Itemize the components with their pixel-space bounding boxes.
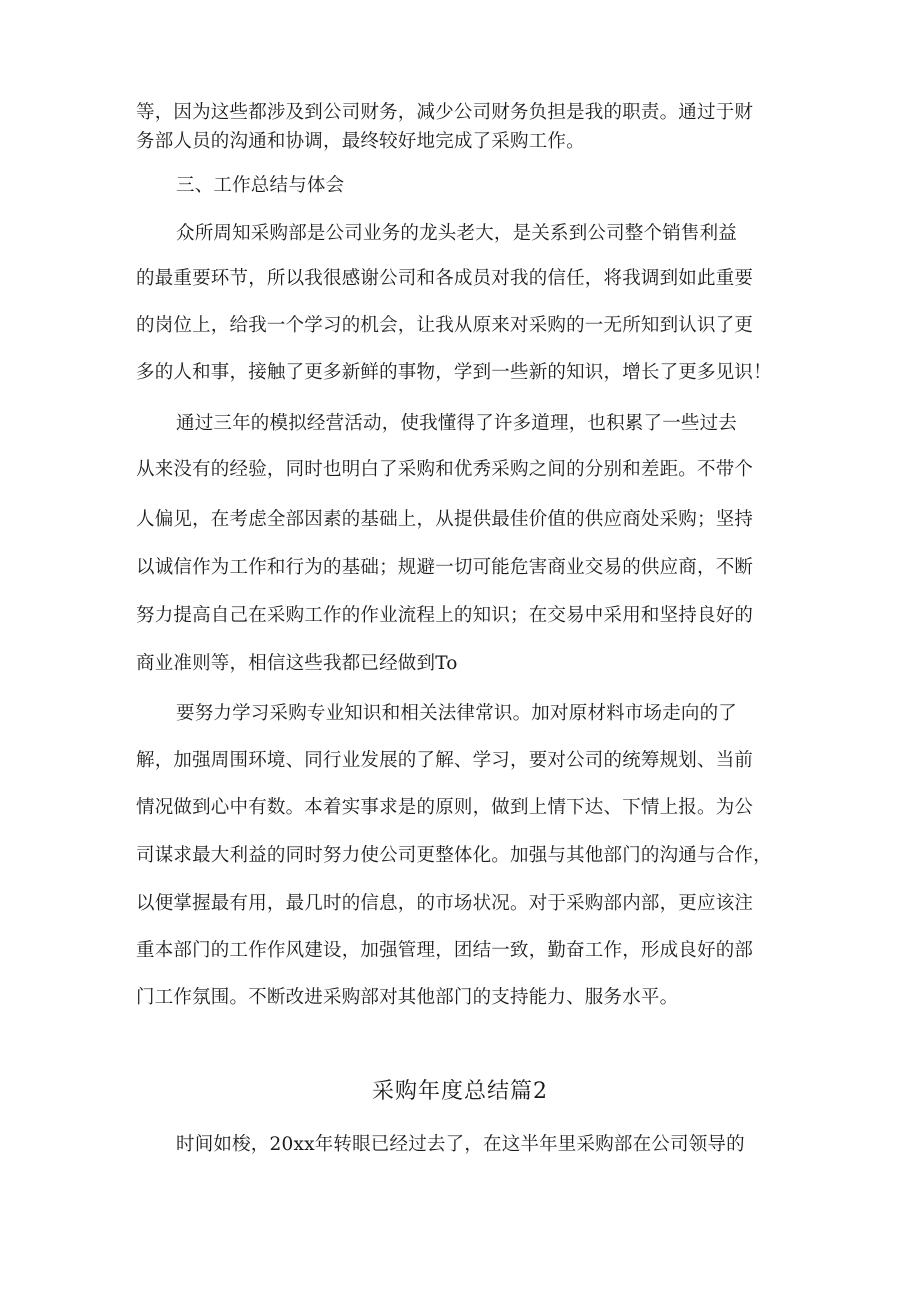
text-line: 以便掌握最有用，最几时的信息，的市场状况。对于采购部内部，更应该注 bbox=[136, 893, 754, 914]
section-title: 采购年度总结篇2 bbox=[372, 1079, 548, 1104]
text-line: 重本部门的工作作风建设，加强管理，团结一致，勤奋工作，形成良好的部 bbox=[136, 940, 754, 961]
text-line: 的最重要环节，所以我很感谢公司和各成员对我的信任，将我调到如此重要 bbox=[136, 268, 754, 289]
text-line: 众所周知采购部是公司业务的龙头老大，是关系到公司整个销售利益 bbox=[176, 223, 738, 244]
text-line: 要努力学习采购专业知识和相关法律常识。加对原材料市场走向的了 bbox=[176, 703, 738, 724]
text-line: 门工作氛围。不断改进采购部对其他部门的支持能力、服务水平。 bbox=[136, 987, 679, 1008]
text-line: 等，因为这些都涉及到公司财务，减少公司财务负担是我的职责。通过于财 bbox=[136, 102, 754, 123]
text-line: 商业准则等，相信这些我都已经做到To bbox=[136, 653, 458, 674]
text-line: 务部人员的沟通和协调，最终较好地完成了采购工作。 bbox=[136, 131, 585, 152]
text-line: 的岗位上，给我一个学习的机会，让我从原来对采购的一无所知到认识了更 bbox=[136, 315, 754, 336]
text-line: 努力提高自己在采购工作的作业流程上的知识；在交易中采用和坚持良好的 bbox=[136, 605, 754, 626]
text-line: 以诚信作为工作和行为的基础；规避一切可能危害商业交易的供应商，不断 bbox=[136, 557, 754, 578]
text-line: 人偏见，在考虑全部因素的基础上，从提供最佳价值的供应商处采购；坚持 bbox=[136, 509, 754, 530]
text-line: 司谋求最大利益的同时努力使公司更整体化。加强与其他部门的沟通与合作， bbox=[136, 845, 772, 866]
text-line: 从来没有的经验，同时也明白了采购和优秀采购之间的分别和差距。不带个 bbox=[136, 459, 754, 480]
text-line: 情况做到心中有数。本着实事求是的原则，做到上情下达、下情上报。为公 bbox=[136, 797, 754, 818]
text-line: 时间如梭，20xx年转眼已经过去了，在这半年里采购部在公司领导的 bbox=[176, 1134, 745, 1155]
text-line: 通过三年的模拟经营活动，使我懂得了许多道理，也积累了一些过去 bbox=[176, 413, 738, 434]
section-heading: 三、工作总结与体会 bbox=[176, 175, 345, 196]
text-line: 多的人和事，接触了更多新鲜的事物，学到一些新的知识，增长了更多见识！ bbox=[136, 362, 772, 383]
text-line: 解，加强周围环境、同行业发展的了解、学习，要对公司的统筹规划、当前 bbox=[136, 750, 754, 771]
